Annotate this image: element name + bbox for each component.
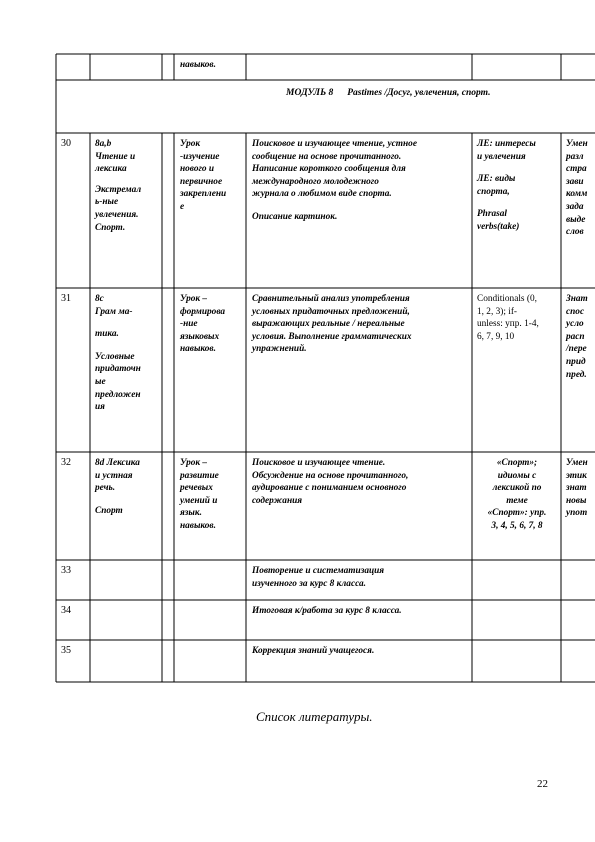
- outcomes-cell: Знат спос усло расп /пере прид пред.: [566, 294, 588, 380]
- language-material-cell: [477, 293, 539, 343]
- unit-line: лексика: [95, 164, 127, 175]
- activities-cell: [252, 457, 408, 507]
- unit-line: ь-ные: [95, 197, 119, 208]
- outcomes-cell: Умен разл стра зави комм зада выде слов: [566, 139, 588, 238]
- lesson-line: Урок: [180, 139, 201, 149]
- row-number: 35: [61, 645, 71, 656]
- unit-line: Экстремал: [95, 184, 142, 195]
- row-number: 31: [61, 293, 71, 304]
- lesson-type-cell: Урок – формирова -ние языковых навыков.: [180, 294, 226, 355]
- module-label: МОДУЛЬ 8: [286, 88, 334, 98]
- unit-cell: [95, 138, 141, 234]
- unit-line: Спорт.: [95, 222, 126, 233]
- row-number: 30: [61, 138, 71, 149]
- unit-line: [95, 176, 141, 184]
- activities-paragraph: Поисковое и изучающее чтение. Обсуждение на основе прочитанного, аудирование с пониманием основного содержания: [252, 458, 409, 506]
- unit-cell: 8d Лексика и устная речь. Спорт: [95, 458, 140, 516]
- activities-cell: Повторение и систематизация изученного за курс 8 класса.: [252, 566, 385, 589]
- language-material-cell: «Спорт»; идиомы с лексикой по теме «Спорт»: упр. 3, 4, 5, 6, 7, 8: [487, 458, 547, 531]
- row-number: 32: [61, 457, 71, 468]
- activities-paragraph: Описание картинок.: [252, 211, 338, 222]
- unit-line: Чтение и: [95, 151, 136, 162]
- activities-cell: [252, 293, 412, 356]
- language-paragraph: Conditionals (0, 1, 2, 3); if- unless: упр. 1-4, 6, 7, 9, 10: [477, 294, 539, 342]
- lesson-line: закреплени: [180, 189, 227, 200]
- language-paragraph: ЛЕ: виды спорта,: [477, 174, 516, 197]
- lesson-line: нового и: [180, 164, 215, 175]
- activities-cell: Коррекция знаний учащегося.: [252, 646, 375, 656]
- module-heading: [286, 88, 491, 98]
- lesson-line: -изучение: [180, 151, 220, 162]
- module-title: Pastimes /Досуг, увлечения, спорт.: [347, 88, 491, 98]
- page-number: 22: [537, 778, 548, 790]
- lesson-line: первичное: [180, 176, 223, 187]
- row-number: 33: [61, 565, 71, 576]
- unit-line: 8a,b: [95, 139, 112, 149]
- row-number: 34: [61, 605, 71, 616]
- unit-line: увлечения.: [95, 209, 139, 220]
- language-paragraph: ЛЕ: интересы и увлечения: [477, 139, 536, 162]
- language-paragraph: Phrasal verbs(take): [477, 209, 520, 232]
- activities-cell: [252, 138, 417, 224]
- references-heading: Список литературы.: [256, 709, 373, 724]
- activities-paragraph: Поисковое и изучающее чтение, устное сообщение на основе прочитанного. Написание короткого сообщения для международного молодежного журнала о любимом виде спорта.: [252, 139, 417, 200]
- lesson-type-cell: Урок – развитие речевых умений и язык. навыков.: [180, 458, 219, 531]
- language-material-cell: [477, 138, 536, 234]
- activities-cell: Итоговая к/работа за курс 8 класса.: [252, 606, 402, 616]
- lesson-line: е: [180, 201, 185, 212]
- unit-cell: 8c Грам ма- тика. Условные придаточн ые предложен ия: [95, 294, 141, 413]
- lesson-type-cell: [180, 138, 226, 214]
- previous-row-fragment: навыков.: [180, 60, 216, 70]
- activities-paragraph: Сравнительный анализ употребления условных придаточных предложений, выражающих реальные / нереальные условия. Выполнение грамматических упражнений.: [252, 294, 412, 355]
- outcomes-cell: Умен этик знат новы упот: [566, 458, 588, 519]
